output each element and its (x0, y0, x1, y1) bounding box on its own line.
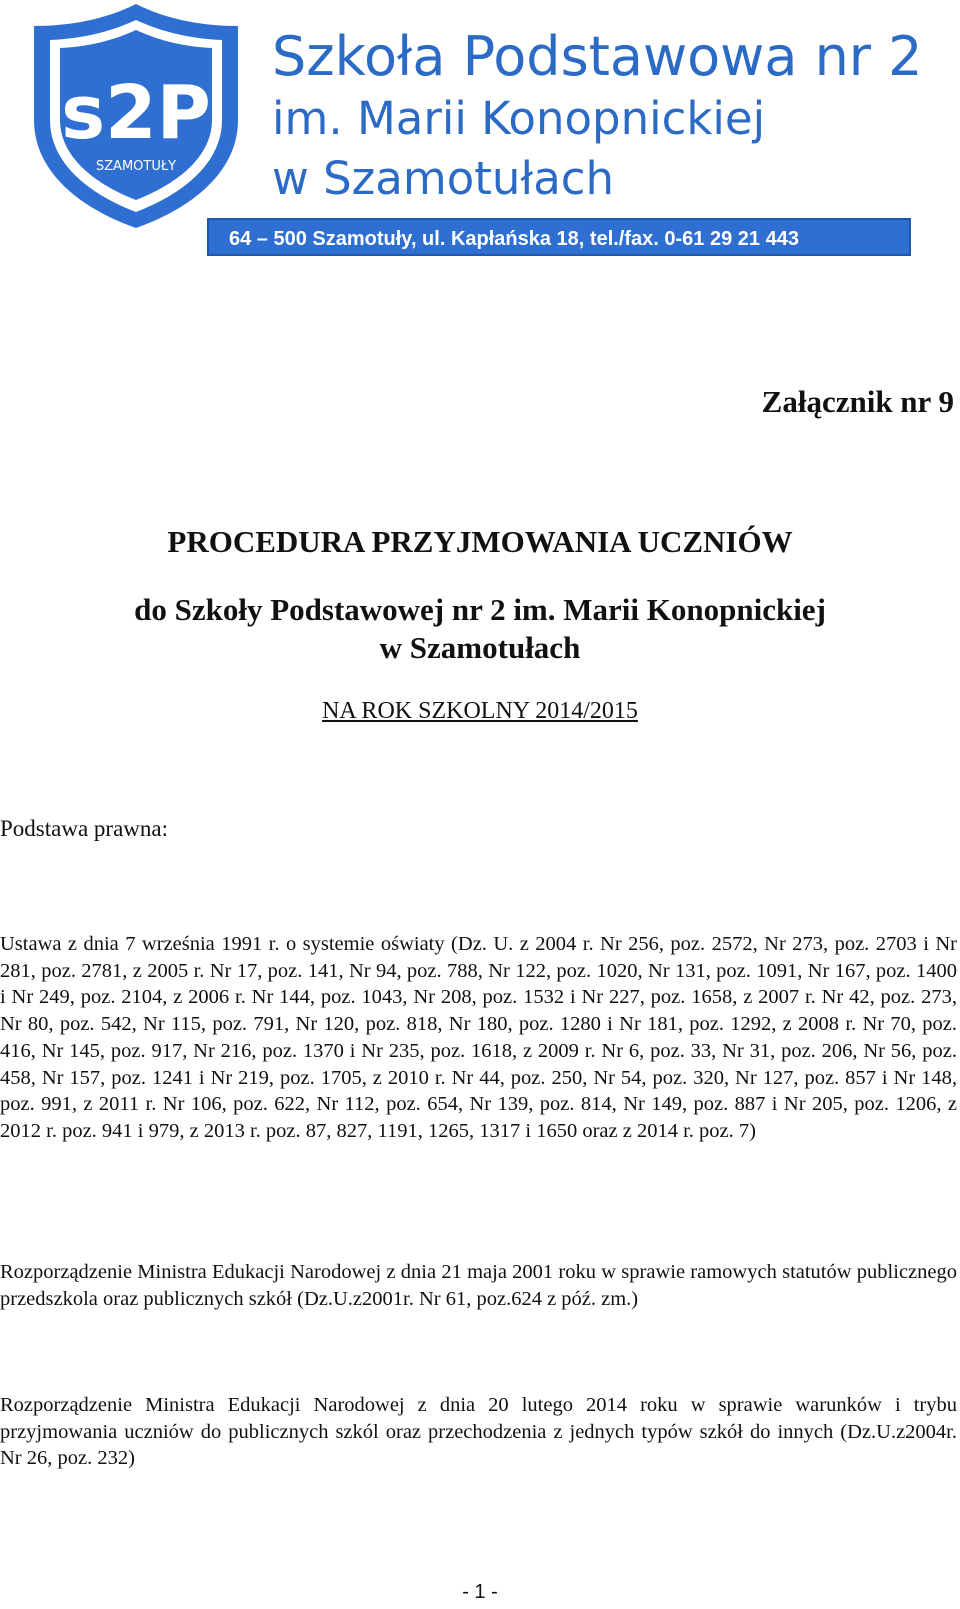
annex-number: Załącznik nr 9 (761, 384, 954, 419)
legal-act-paragraph: Rozporządzenie Ministra Edukacji Narodowej z dnia 21 maja 2001 roku w sprawie ramowych statutów publicznego przedszkola oraz publicznych szkół (Dz.U.z2001r. Nr 61, poz.624 z póź. zm.) (0, 1261, 957, 1310)
school-address-bar: 64 – 500 Szamotuły, ul. Kapłańska 18, tel./fax. 0-61 29 21 443 (207, 218, 911, 256)
legal-act-paragraph: Ustawa z dnia 7 września 1991 r. o systemie oświaty (Dz. U. z 2004 r. Nr 256, poz. 2572, Nr 273, poz. 2703 i Nr 281, poz. 2781, z 2005 r. Nr 17, poz. 141, Nr 94, poz. 788, Nr 122, poz. 1020, Nr 131, poz. 1091, Nr 167, poz. 1400 i Nr 249, poz. 2104, z 2006 r. Nr 144, poz. 1043, Nr 208, poz. 1532 i Nr 227, poz. 1658, z 2007 r. Nr 42, poz. 273, Nr 80, poz. 542, Nr 115, poz. 791, Nr 120, poz. 818, Nr 180, poz. 1280 i Nr 181, poz. 1292, z 2008 r. Nr 70, poz. 416, Nr 145, poz. 917, Nr 216, poz. 1370 i Nr 235, poz. 1618, z 2009 r. Nr 6, poz. 33, Nr 31, poz. 206, Nr 56, poz. 458, Nr 157, poz. 1241 i Nr 219, poz. 1705, z 2010 r. Nr 44, poz. 250, Nr 54, poz. 320, Nr 127, poz. 857 i Nr 148, poz. 991, z 2011 r. Nr 106, poz. 622, Nr 112, poz. 654, Nr 139, poz. 814, Nr 149, poz. 887 i Nr 205, poz. 1206, z 2012 r. poz. 941 i 979, z 2013 r. poz. 87, 827, 1191, 1265, 1317 i 1650 oraz z 2014 r. poz. 7) (0, 933, 957, 1142)
logo-city: SZAMOTUŁY (95, 159, 177, 174)
school-name-line-3: w Szamotułach (272, 152, 615, 205)
page-number: - 1 - (462, 1581, 498, 1603)
legal-act-paragraph: Rozporządzenie Ministra Edukacji Narodowej z dnia 20 lutego 2014 roku w sprawie warunków i trybu przyjmowania uczniów do publicznych szkól oraz przechodzenia z jednych typów szkół do innych (Dz.U.z2004r. Nr 26, poz. 232) (0, 1394, 957, 1470)
logo-monogram: s2P (61, 70, 211, 156)
school-name-line-2: im. Marii Konopnickiej (272, 92, 766, 145)
school-year-title: NA ROK SZKOLNY 2014/2015 (322, 698, 638, 724)
school-name-line-1: Szkoła Podstawowa nr 2 (272, 25, 923, 88)
school-title-line-1: do Szkoły Podstawowej nr 2 im. Marii Konopnickiej (134, 592, 826, 627)
procedure-title: PROCEDURA PRZYJMOWANIA UCZNIÓW (167, 524, 793, 559)
legal-basis-heading: Podstawa prawna: (0, 816, 168, 841)
school-logo-shield (30, 0, 242, 232)
school-title-line-2: w Szamotułach (379, 630, 581, 665)
